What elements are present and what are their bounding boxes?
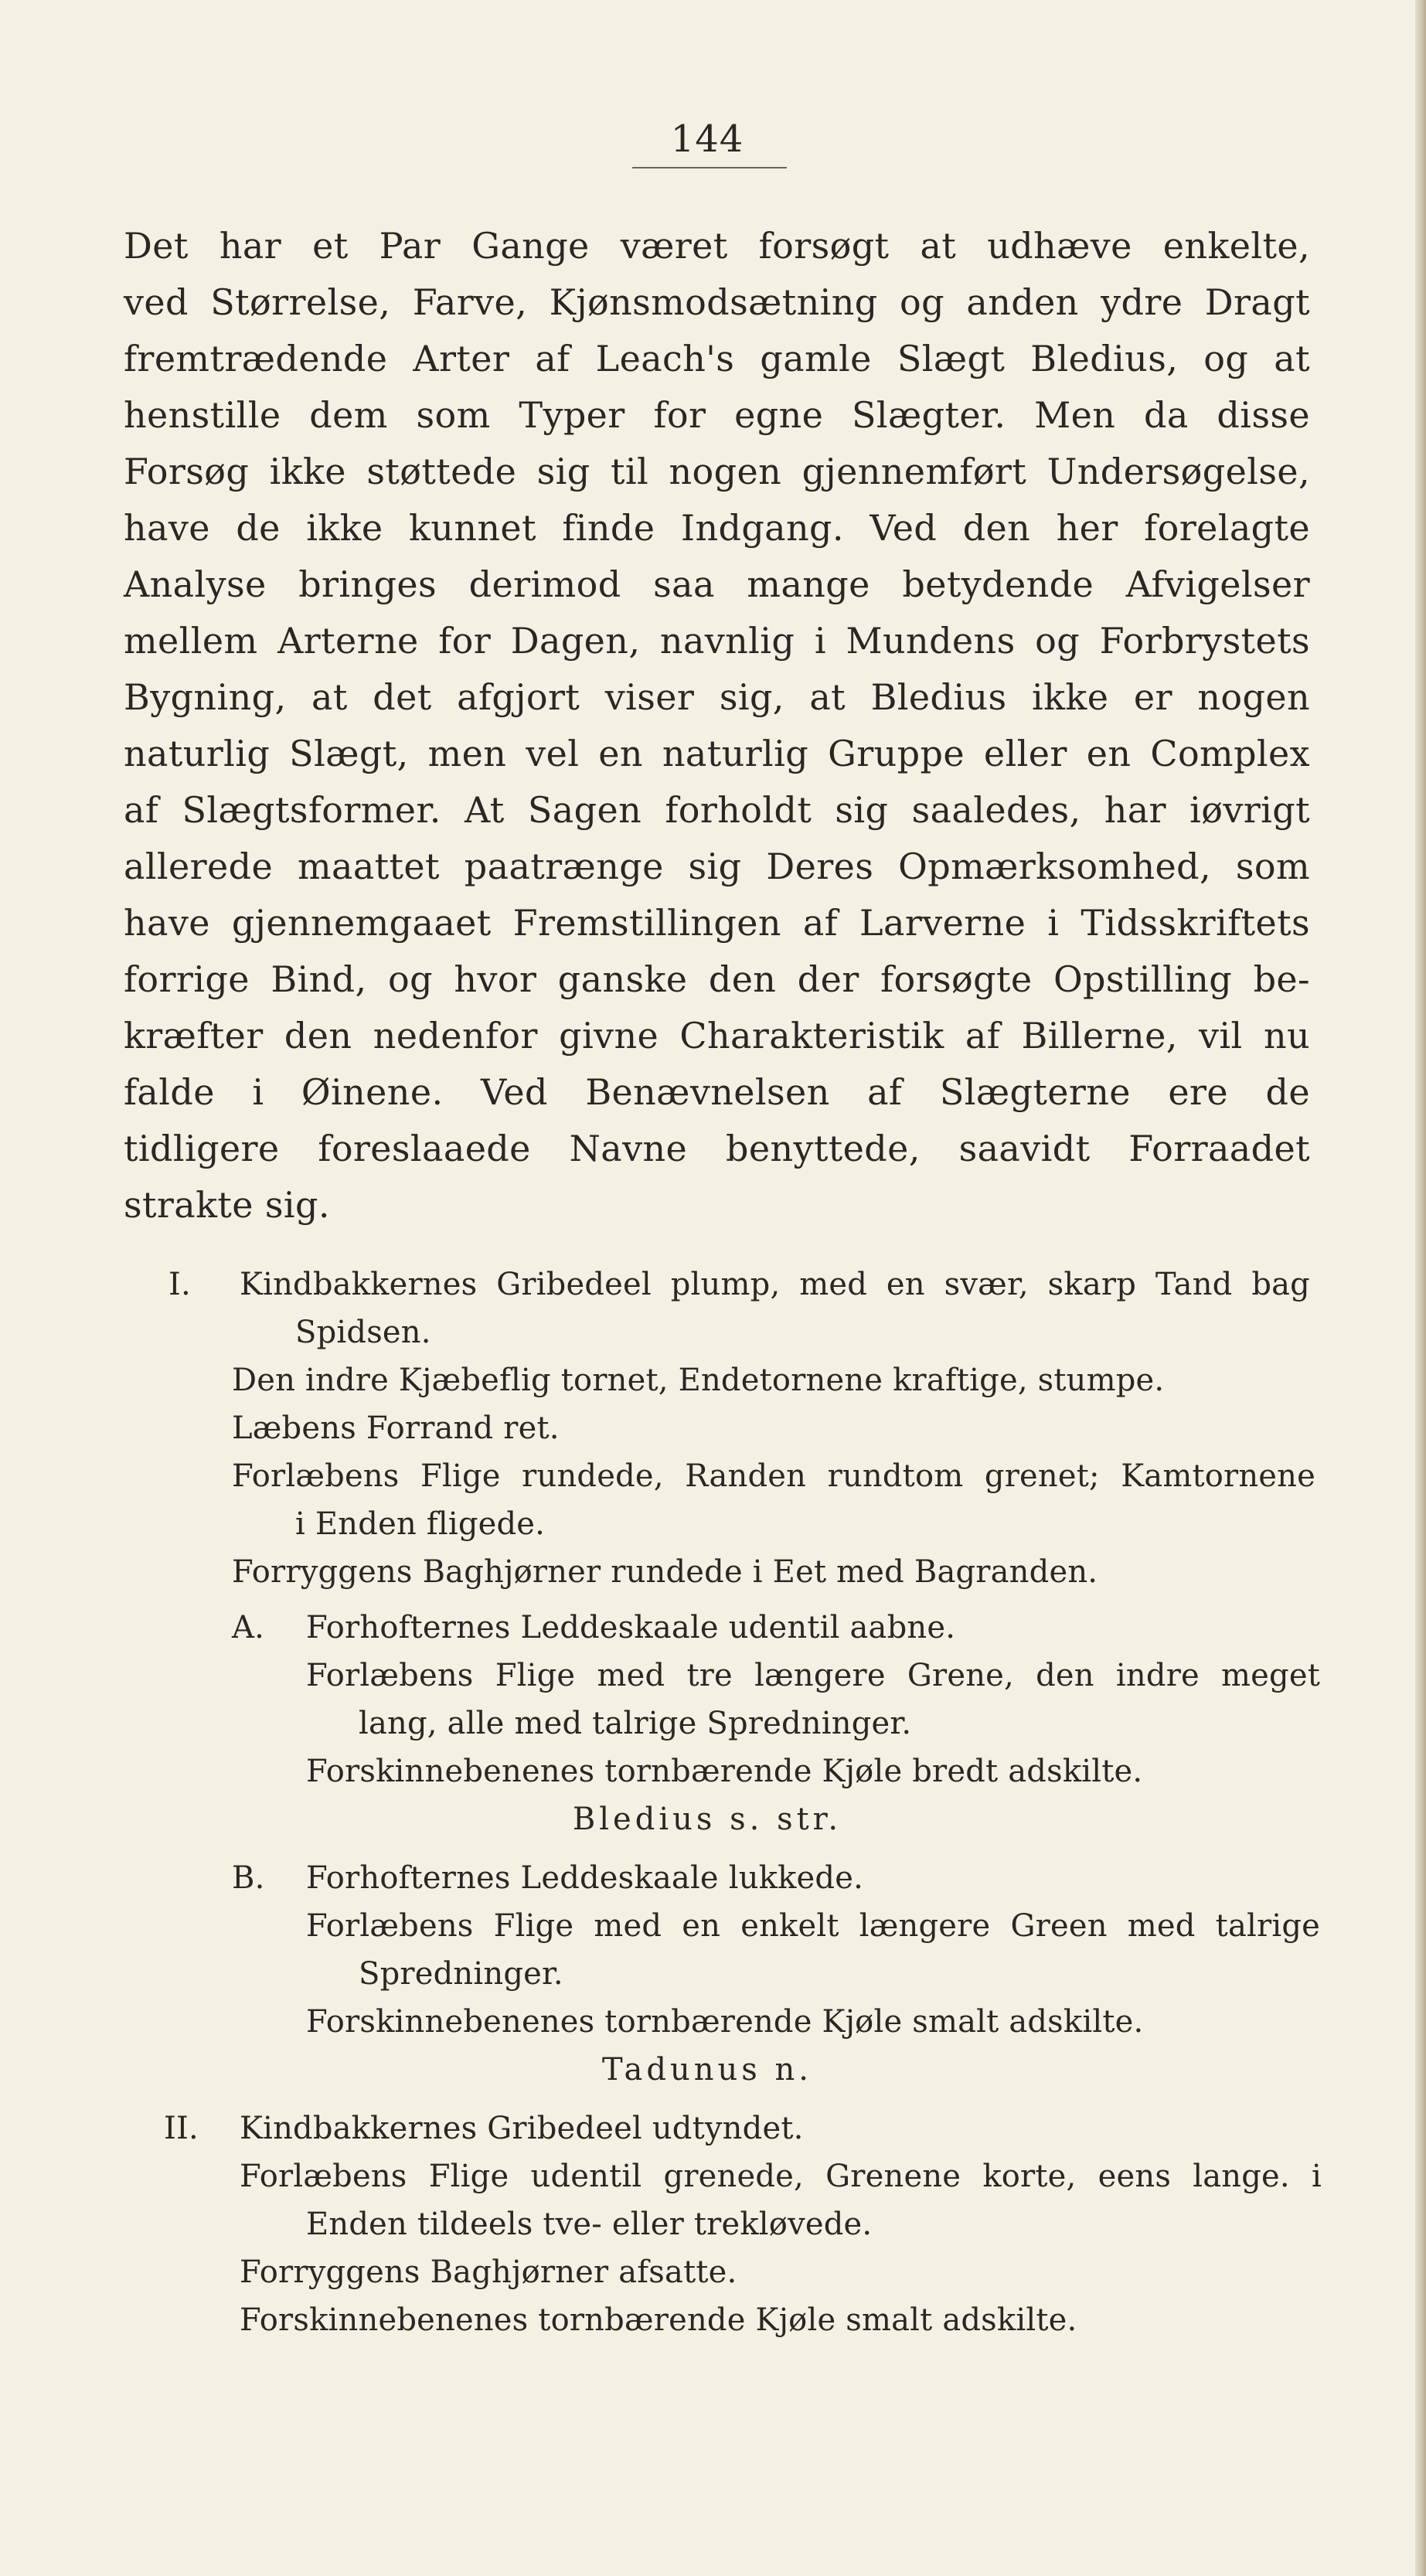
key-marker-a: A. bbox=[232, 1610, 265, 1645]
paragraph-line: forrige Bind, og hvor ganske den der forsøgte Opstilling be- bbox=[124, 958, 1310, 1000]
paragraph-line: falde i Øinene. Ved Benævnelsen af Slægterne ere de bbox=[124, 1071, 1310, 1113]
key-line: Spredninger. bbox=[359, 1956, 563, 1992]
paragraph-line: tidligere foreslaaede Navne benyttede, saavidt Forraadet bbox=[124, 1128, 1310, 1169]
key-line: i Enden fligede. bbox=[295, 1506, 546, 1542]
paragraph-line: mellem Arterne for Dagen, navnlig i Mundens og Forbrystets bbox=[124, 620, 1310, 662]
key-line: Forskinnebenenes tornbærende Kjøle smalt adskilte. bbox=[240, 2302, 1077, 2338]
paragraph-line: kræfter den nedenfor givne Charakteristik af Billerne, vil nu bbox=[124, 1015, 1310, 1057]
genus-name-bledius: Bledius s. str. bbox=[572, 1802, 842, 1837]
key-line: Forhofternes Leddeskaale udentil aabne. bbox=[306, 1610, 956, 1645]
key-line: Forryggens Baghjørner rundede i Eet med Bagranden. bbox=[232, 1554, 1098, 1590]
page-edge-shadow bbox=[1415, 0, 1426, 2576]
key-line: Forlæbens Flige med en enkelt længere Green med talrige bbox=[306, 1908, 1320, 1944]
paragraph-line: Det har et Par Gange været forsøgt at udhæve enkelte, bbox=[124, 225, 1310, 267]
paragraph-line: Bygning, at det afgjort viser sig, at Bledius ikke er nogen bbox=[124, 676, 1310, 718]
paragraph-line: henstille dem som Typer for egne Slægter. Men da disse bbox=[124, 394, 1310, 436]
paragraph-line: have de ikke kunnet finde Indgang. Ved den her forelagte bbox=[124, 507, 1310, 549]
key-line: lang, alle med talrige Spredninger. bbox=[359, 1706, 912, 1741]
key-line: Enden tildeels tve- eller trekløvede. bbox=[306, 2207, 873, 2242]
key-line: Forryggens Baghjørner afsatte. bbox=[240, 2254, 737, 2290]
key-line: Den indre Kjæbeflig tornet, Endetornene kraftige, stumpe. bbox=[232, 1363, 1165, 1398]
key-line: Læbens Forrand ret. bbox=[232, 1411, 560, 1446]
paragraph-line: naturlig Slægt, men vel en naturlig Gruppe eller en Complex bbox=[124, 733, 1310, 774]
key-marker-b: B. bbox=[232, 1860, 265, 1896]
key-line: Kindbakkernes Gribedeel plump, med en svær, skarp Tand bag bbox=[240, 1267, 1310, 1302]
key-line: Forlæbens Flige med tre længere Grene, den indre meget bbox=[306, 1658, 1320, 1693]
key-marker-ii: II. bbox=[164, 2111, 199, 2146]
key-line: Forskinnebenenes tornbærende Kjøle bredt adskilte. bbox=[306, 1754, 1143, 1789]
key-line: Kindbakkernes Gribedeel udtyndet. bbox=[240, 2111, 804, 2146]
paragraph-line: Forsøg ikke støttede sig til nogen gjennemført Undersøgelse, bbox=[124, 451, 1310, 492]
paragraph-line: strakte sig. bbox=[124, 1184, 330, 1226]
key-line: Spidsen. bbox=[295, 1315, 431, 1350]
key-line: Forhofternes Leddeskaale lukkede. bbox=[306, 1860, 864, 1896]
body-paragraph bbox=[124, 218, 1310, 1234]
key-marker-i: I. bbox=[168, 1267, 191, 1302]
paragraph-line: Analyse bringes derimod saa mange betydende Afvigelser bbox=[124, 563, 1310, 605]
key-line: Forskinnebenenes tornbærende Kjøle smalt adskilte. bbox=[306, 2004, 1144, 2040]
page-number: 144 bbox=[670, 117, 744, 161]
page-number-rule bbox=[632, 167, 787, 168]
paragraph-line: af Slægtsformer. At Sagen forholdt sig saaledes, har iøvrigt bbox=[124, 789, 1310, 831]
paragraph-line: fremtrædende Arter af Leach's gamle Slægt Bledius, og at bbox=[124, 338, 1310, 379]
paragraph-line: have gjennemgaaet Fremstillingen af Larverne i Tidsskriftets bbox=[124, 902, 1310, 944]
genus-name-tadunus: Tadunus n. bbox=[601, 2052, 813, 2088]
paragraph-line: allerede maattet paatrænge sig Deres Opmærksomhed, som bbox=[124, 846, 1310, 887]
key-line: Forlæbens Flige rundede, Randen rundtom grenet; Kamtornene bbox=[232, 1458, 1315, 1494]
key-line: Forlæbens Flige udentil grenede, Grenene korte, eens lange. i bbox=[240, 2159, 1322, 2194]
paragraph-line: ved Størrelse, Farve, Kjønsmodsætning og anden ydre Dragt bbox=[124, 281, 1310, 323]
